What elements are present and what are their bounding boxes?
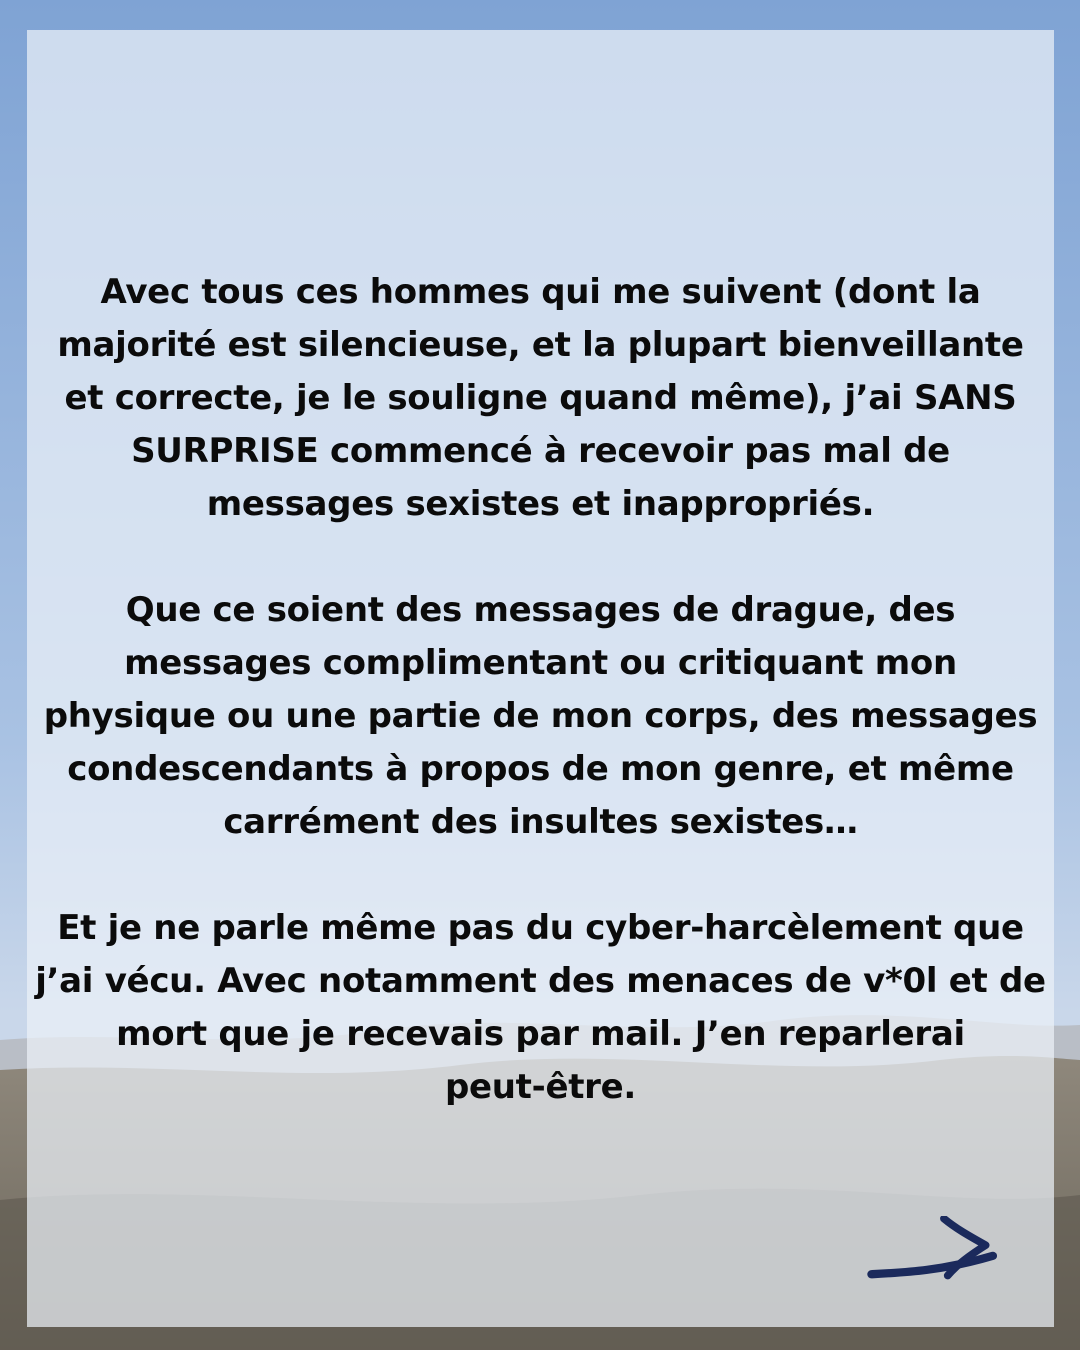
body-text — [27, 266, 1054, 1114]
paragraph: Et je ne parle même pas du cyber-harcèlement que j’ai vécu. Avec notamment des menaces de v*0l et de mort que je recevais par mail. J’en reparlerai peut-être. — [35, 908, 1046, 1107]
paragraph: Avec tous ces hommes qui me suivent (dont la majorité est silencieuse, et la plupart bienveillante et correcte, je le souligne quand même), j’ai SANS SURPRISE commencé à recevoir pas mal de messages sexistes et inappropriés. — [57, 272, 1024, 524]
text-panel — [27, 30, 1054, 1327]
paragraph: Que ce soient des messages de drague, des messages complimentant ou critiquant mon physique ou une partie de mon corps, des messages condescendants à propos de mon genre, et même carrément des insultes sexistes… — [43, 590, 1038, 842]
arrow-right-icon[interactable] — [848, 1216, 998, 1296]
